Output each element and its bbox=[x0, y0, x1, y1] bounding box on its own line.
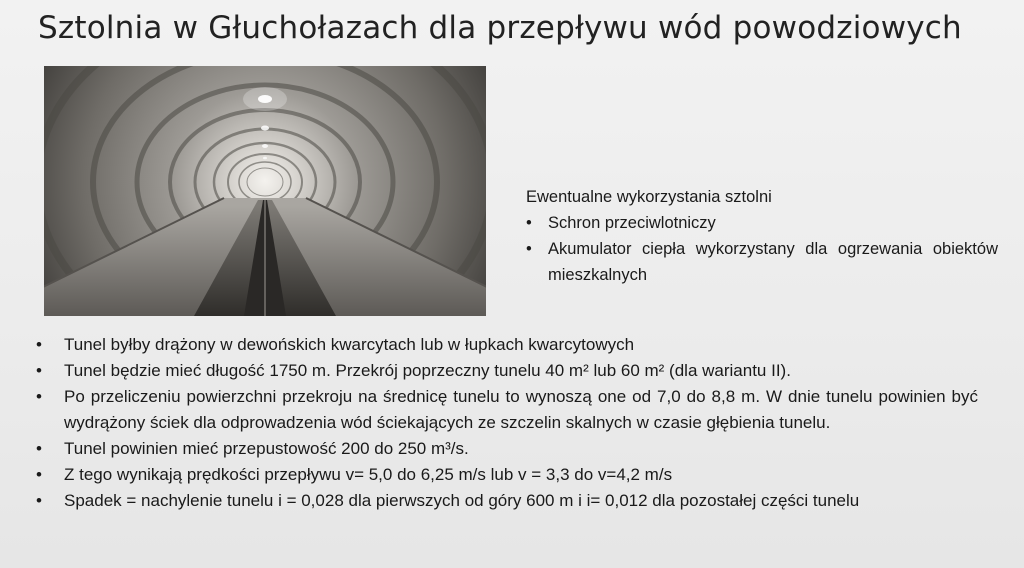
list-item: • Po przeliczeniu powierzchni przekroju na średnicę tunelu to wynoszą one od 7,0 do 8,8 m. W dnie tunelu powinien być wydrążony ściek dla odprowadzenia wód ściekających ze szczelin skalnych w czasie głębienia tunelu. bbox=[36, 384, 978, 436]
uses-heading: Ewentualne wykorzystania sztolni bbox=[526, 188, 772, 206]
list-item: • Tunel powinien mieć przepustowość 200 do 250 m³/s. bbox=[36, 436, 978, 462]
list-item: • Spadek = nachylenie tunelu i = 0,028 dla pierwszych od góry 600 m i i= 0,012 dla pozostałej części tunelu bbox=[36, 488, 978, 514]
list-item: • Akumulator ciepła wykorzystany dla ogrzewania obiektów mieszkalnych bbox=[526, 236, 998, 288]
tunnel-photo bbox=[44, 66, 486, 316]
list-item: • Schron przeciwlotniczy bbox=[526, 210, 998, 236]
list-item: • Tunel byłby drążony w dewońskich kwarcytach lub w łupkach kwarcytowych bbox=[36, 332, 978, 358]
tunnel-facts-list bbox=[36, 332, 978, 514]
slide-title: Sztolnia w Głuchołazach dla przepływu wód powodziowych bbox=[38, 10, 962, 46]
uses-list bbox=[526, 210, 998, 288]
list-item: • Tunel będzie mieć długość 1750 m. Przekrój poprzeczny tunelu 40 m² lub 60 m² (dla wariantu II). bbox=[36, 358, 978, 384]
list-item: • Z tego wynikają prędkości przepływu v= 5,0 do 6,25 m/s lub v = 3,3 do v=4,2 m/s bbox=[36, 462, 978, 488]
possible-uses bbox=[526, 184, 998, 288]
